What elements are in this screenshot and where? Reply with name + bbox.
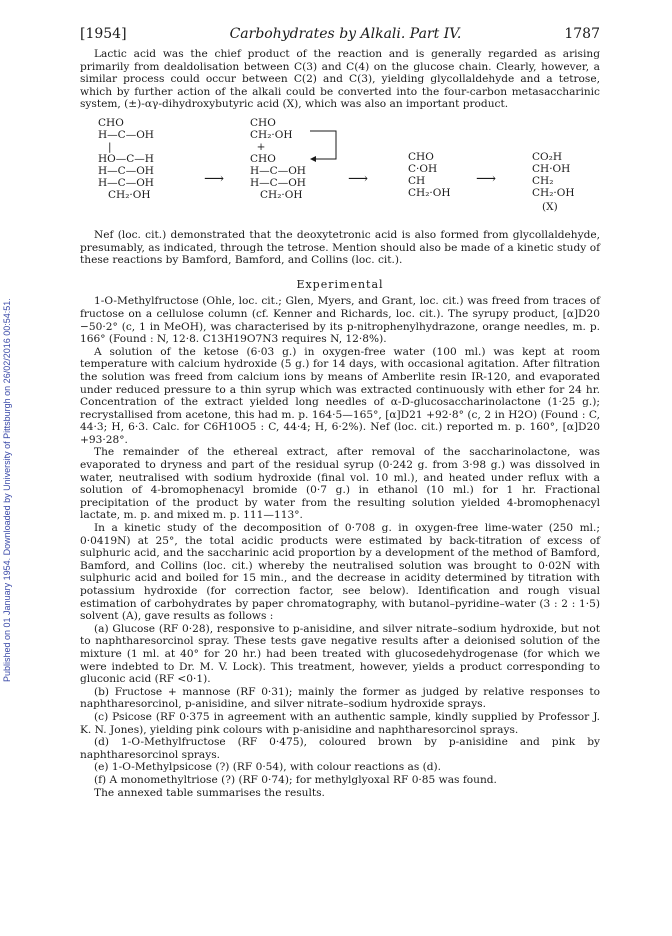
paragraph-kinetic-study: In a kinetic study of the decomposition of 0·708 g. in oxygen-free lime-water (250 ml.; 0·0419N) at 25°, the total acidic products were estimated by back-titration of excess of sulphuric acid, and the saccharinic acid proportion by a development of the method of Bamford, Bamford, and Collins (loc. cit.) whereby the neutralised solution was brought to 0·02N with sulphuric acid and boiled for 15 min., and the decrease in acidity determined by titration with potassium hydroxide (for correction factor, see below). Identification and rough visual estimation of carbohydrates by paper chromatography, with butanol–pyridine–water (3 : 2 : 1·5) solvent (A), gave results as follows : xyxy=(80,522,600,623)
header-year: [1954] xyxy=(80,26,127,42)
reaction-arrow-3: ⟶ xyxy=(476,170,497,187)
paragraph-ethereal-extract: The remainder of the ethereal extract, after removal of the saccharinolactone, was evaporated to dryness and part of the residual syrup (0·242 g. from 3·98 g.) was dissolved in water, neutralised with sodium hydroxide (final vol. 10 ml.), and heated under reflux with a solution of 4-bromophenacyl bromide (0·7 g.) in ethanol (10 ml.) for 1 hr. Fractional precipitation of the product by water from the resulting solution yielded 4-bromophenacyl lactate, m. p. and mixed m. p. 111—113°. xyxy=(80,446,600,522)
running-header xyxy=(80,26,600,48)
intro-paragraph: Lactic acid was the chief product of the reaction and is generally regarded as arising primarily from dealdolisation between C(3) and C(4) on the glucose chain. Clearly, however, a similar process could occur between C(2) and C(3), yielding glycollaldehyde and a tetrose, which by further action of the alkali could be converted into the four-carbon metasaccharinic system, (±)-αγ-dihydroxybutyric acid (X), which was also an important product. xyxy=(80,48,600,111)
recombination-arrow xyxy=(306,121,340,163)
closing-sentence: The annexed table summarises the results. xyxy=(94,786,325,799)
page xyxy=(80,26,600,799)
nef-paragraph: Nef (loc. cit.) demonstrated that the deoxytetronic acid is also formed from glycollaldehyde, presumably, as indicated, through the tetrose. Mention should also be made of a kinetic study of these reactions by Bamford, Bamford, and Collins (loc. cit.). xyxy=(80,228,600,267)
result-item-f: (f) A monomethyltriose (?) (RF 0·74); for methylglyoxal RF 0·85 was found. xyxy=(94,773,497,786)
result-item-a: (a) Glucose (RF 0·28), responsive to p-anisidine, and silver nitrate–sodium hydroxide, but not to naphtharesorcinol spray. These tests gave negative results after a deionised solution of the mixture (1 ml. at 40° for 20 hr.) had been treated with glucosedehydrogenase (for which we were indebted to Dr. M. V. Lock). This treatment, however, yields a product corresponding to gluconic acid (RF <0·1). xyxy=(80,622,600,686)
result-item-e: (e) 1-O-Methylpsicose (?) (RF 0·54), with colour reactions as (d). xyxy=(94,761,442,774)
result-item-b: (b) Fructose + mannose (RF 0·31); mainly the former as judged by relative responses to naphtharesorcinol, p-anisidine, and silver nitrate–sodium hydroxide sprays. xyxy=(80,685,600,711)
compound-label-X: (X) xyxy=(542,200,558,213)
body-text xyxy=(80,48,600,111)
dihydroxybutyric-acid-structure: CO₂H CH·OH CH₂ CH₂·OH xyxy=(532,150,575,199)
glucose-structure: CHO H—C—OH | HO—C—H H—C—OH H—C—OH CH₂·OH xyxy=(98,116,154,201)
reaction-arrow-2: ⟶ xyxy=(348,170,369,187)
download-sidenote: Published on 01 January 1954. Downloaded by University of Pittsburgh on 26/02/2016 00:54:51. xyxy=(2,298,12,682)
paragraph-methylfructose: 1-O-Methylfructose (Ohle, loc. cit.; Glen, Myers, and Grant, loc. cit.) was freed from traces of fructose on a cellulose column (cf. Kenner and Richards, loc. cit.). The syrupy product, [α]D20 −50·2° (c, 1 in MeOH), was characterised by its p-nitrophenylhydrazone, orange needles, m. p. 166° (Found : N, 12·8. C13H19O7N3 requires N, 12·8%). xyxy=(80,295,600,346)
result-item-c: (c) Psicose (RF 0·375 in agreement with an authentic sample, kindly supplied by Professor J. K. N. Jones), yielding pink colours with p-anisidine and naphtharesorcinol sprays. xyxy=(80,710,600,736)
reaction-scheme xyxy=(80,117,600,225)
result-item-d: (d) 1-O-Methylfructose (RF 0·475), coloured brown by p-anisidine and pink by naphtharesorcinol sprays. xyxy=(80,736,600,761)
reaction-arrow-1: ⟶ xyxy=(204,170,225,187)
header-title: Carbohydrates by Alkali. Part IV. xyxy=(229,26,462,42)
experimental-heading: Experimental xyxy=(296,277,384,291)
header-page-number: 1787 xyxy=(564,26,600,42)
cleavage-products-structure: CHO CH₂·OH + CHO H—C—OH H—C—OH CH₂·OH xyxy=(250,116,306,201)
body-text-2 xyxy=(80,229,600,799)
paragraph-ketose-solution: A solution of the ketose (6·03 g.) in oxygen-free water (100 ml.) was kept at room temperature with calcium hydroxide (5 g.) for 14 days, with occasional agitation. After filtration the solution was freed from calcium ions by means of Amberlite resin IR-120, and evaporated under reduced pressure to a thin syrup which was extracted continuously with ether for 24 hr. Concentration of the extract yielded long needles of α-D-glucosaccharinolactone (1·25 g.); recrystallised from acetone, this had m. p. 164·5—165°, [α]D21 +92·8° (c, 2 in H2O) (Found : C, 44·3; H, 6·3. Calc. for C6H10O5 : C, 44·4; H, 6·2%). Nef (loc. cit.) reported m. p. 160°, [α]D20 +93·28°. xyxy=(80,345,600,446)
tetrose-structure: CHO C·OH CH CH₂·OH xyxy=(408,150,451,199)
